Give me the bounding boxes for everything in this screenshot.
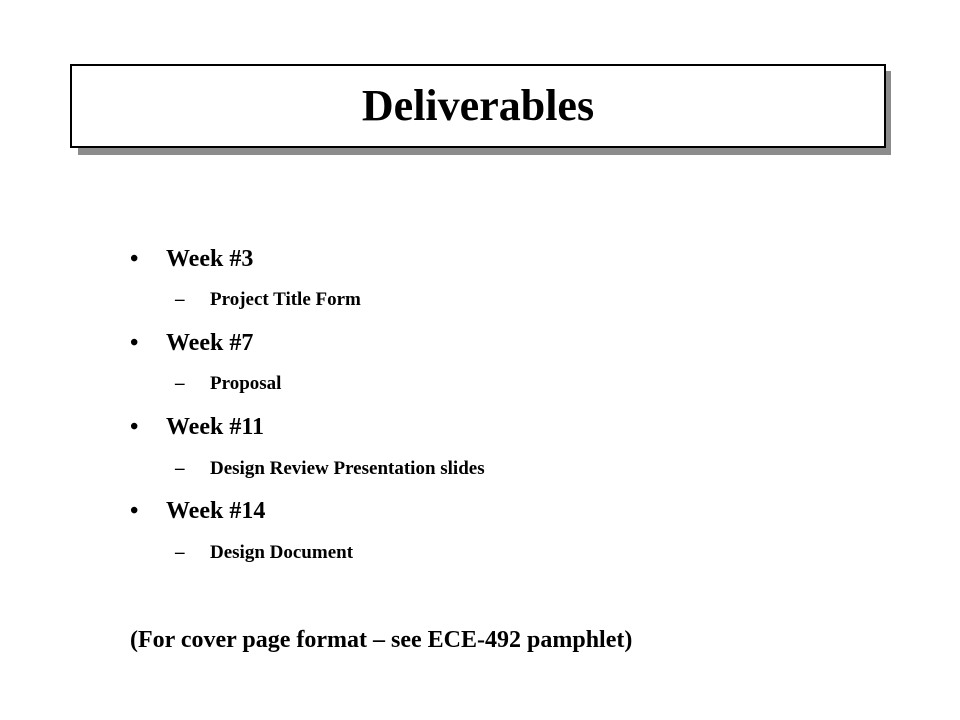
bullet-icon: • bbox=[130, 329, 139, 356]
dash-icon: – bbox=[175, 458, 185, 479]
bullet-label: Week #11 bbox=[166, 413, 265, 440]
bullet-icon: • bbox=[130, 245, 139, 272]
sub-item-design-document bbox=[175, 540, 353, 566]
sub-item-design-review bbox=[175, 456, 485, 482]
sub-item-project-title-form bbox=[175, 287, 361, 313]
bullet-label: Week #3 bbox=[166, 245, 254, 272]
bullet-label: Week #7 bbox=[166, 329, 254, 356]
bullet-icon: • bbox=[130, 413, 139, 440]
dash-icon: – bbox=[175, 373, 185, 394]
sub-item-label: Design Document bbox=[210, 542, 354, 563]
slide-title: Deliverables bbox=[361, 81, 595, 130]
bullet-icon: • bbox=[130, 497, 139, 524]
cover-page-note: (For cover page format – see ECE-492 pamphlet) bbox=[130, 626, 633, 653]
bullet-item-week-11 bbox=[130, 411, 264, 443]
sub-item-label: Project Title Form bbox=[210, 289, 361, 310]
dash-icon: – bbox=[175, 542, 185, 563]
bullet-label: Week #14 bbox=[166, 497, 266, 524]
sub-item-proposal bbox=[175, 371, 281, 397]
dash-icon: – bbox=[175, 289, 185, 310]
bullet-item-week-14 bbox=[130, 495, 265, 527]
sub-item-label: Design Review Presentation slides bbox=[210, 458, 485, 479]
sub-item-label: Proposal bbox=[210, 373, 282, 394]
bullet-item-week-7 bbox=[130, 327, 253, 359]
bullet-item-week-3 bbox=[130, 243, 253, 275]
